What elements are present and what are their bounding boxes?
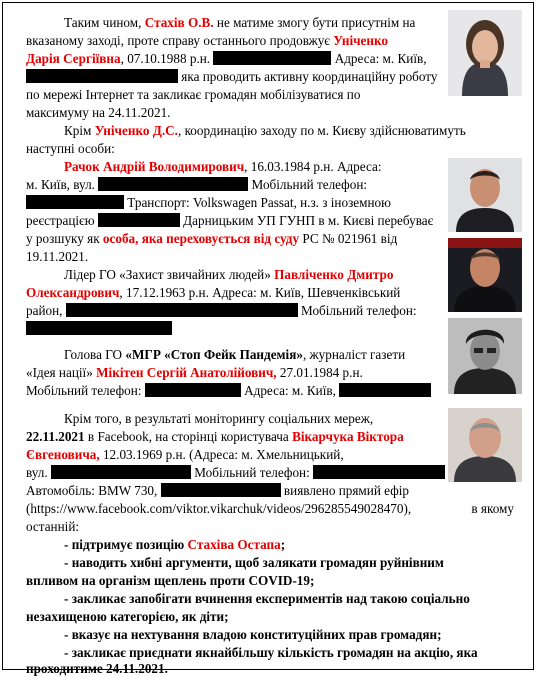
p1-line-5: по мережі Інтернет та закликає громадян мобілізуватися по bbox=[26, 87, 361, 102]
bullet-4: - вказує на нехтування владою конституційних прав громадян; bbox=[64, 627, 442, 642]
p1-line-1: Таким чином, Стахів О.В. не матиме змогу бути присутнім на bbox=[64, 15, 416, 30]
bullet-3-line-2: незахищеною категорією, як діти; bbox=[26, 609, 229, 624]
highlight-name: Рачок Андрій Володимирович bbox=[64, 159, 245, 174]
portrait-man-1-photo bbox=[448, 158, 522, 232]
facebook-video-url: (https://www.facebook.com/viktor.vikarchuk/videos/296285549028470), bbox=[26, 501, 412, 516]
p1-line-3: Дарія Сергіївна, 07.10.1988 р.н. Адреса: м. Київ, bbox=[26, 51, 427, 66]
p4-line-3: район, Мобільний телефон: bbox=[26, 303, 417, 318]
portrait-man-4-icon bbox=[448, 408, 522, 482]
highlight-name: Стахів О.В. bbox=[144, 15, 214, 30]
p3-line-2: м. Київ, вул. Мобільний телефон: bbox=[26, 177, 368, 192]
portrait-man-1-icon bbox=[448, 158, 522, 232]
portrait-woman-icon bbox=[448, 10, 522, 96]
redaction-block bbox=[26, 195, 124, 209]
portrait-woman-photo bbox=[448, 10, 522, 96]
portrait-man-3-icon bbox=[448, 318, 522, 394]
redaction-block bbox=[98, 177, 248, 191]
p4-line-1: Лідер ГО «Захист звичайних людей» Павліченко Дмитро bbox=[64, 267, 394, 282]
p1-line-6: максимуму на 24.11.2021. bbox=[26, 105, 171, 120]
redaction-block bbox=[98, 213, 180, 227]
wanted-status: особа, яка переховується від суду bbox=[102, 231, 300, 246]
p4-line-2: Олександрович, 17.12.1963 р.н. Адреса: м. Київ, Шевченківський bbox=[26, 285, 401, 300]
bullet-3-line-1: - закликає запобігати вчинення експериментів над такою соціально bbox=[64, 591, 470, 606]
p3-line-6: 19.11.2021. bbox=[26, 249, 89, 264]
highlight-name: Олександрович bbox=[26, 285, 120, 300]
p3-line-4: реєстрацією Дарницьким УП ГУНП в м. Києві перебуває bbox=[26, 213, 434, 228]
redaction-block bbox=[339, 383, 431, 397]
p1-line-4: яка проводить активну координаційну роботу bbox=[26, 68, 444, 85]
p5-line-1: Голова ГО «МГР «Стоп Фейк Пандемія», журналіст газети bbox=[64, 347, 406, 362]
p6-line-1: Крім того, в результаті моніторингу соціальних мереж, bbox=[64, 411, 374, 426]
p6-line-2: 22.11.2021 в Facebook, на сторінці користувача Вікарчука Віктора bbox=[26, 429, 404, 444]
p6-line-4: вул. Мобільний телефон: bbox=[26, 464, 514, 481]
p3-line-5: у розшуку як особа, яка переховується від суду РС № 021961 від bbox=[26, 231, 398, 246]
p3-line-3: Транспорт: Volkswagen Passat, н.з. з іноземною bbox=[26, 194, 444, 211]
p2-line-2: наступні особи: bbox=[26, 141, 115, 156]
highlight-name: Уніченко Д.С. bbox=[94, 123, 178, 138]
p1-line-2: вказаному заході, проте справу останнього продовжує Уніченко bbox=[26, 33, 389, 48]
portrait-man-2-photo bbox=[448, 238, 522, 312]
bullet-2-line-2: впливом на організм щеплень проти COVID-19; bbox=[26, 573, 315, 588]
p2-line-1: Крім Уніченко Д.С., координацію заходу по м. Києву здійснюватимуть bbox=[64, 123, 466, 138]
event-date: 22.11.2021 bbox=[26, 429, 85, 444]
highlight-name: Євгеновича, bbox=[26, 447, 100, 462]
redaction-block bbox=[313, 465, 445, 479]
bullet-5-line-1: - закликає приєднати якнайбільшу кількість громадян на акцію, яка bbox=[64, 645, 478, 660]
redaction-block bbox=[161, 483, 281, 497]
redaction-block bbox=[26, 69, 178, 83]
highlight-name: Мікітен Сергій Анатолійович, bbox=[96, 365, 277, 380]
redaction-block bbox=[51, 465, 191, 479]
p3-line-1: Рачок Андрій Володимирович, 16.03.1984 р.н. Адреса: bbox=[64, 159, 382, 174]
p6-line-7: останній: bbox=[26, 519, 80, 534]
redaction-block bbox=[145, 383, 241, 397]
redaction-block bbox=[213, 51, 331, 65]
p6-line-5: Автомобіль: BMW 730, виявлено прямий ефір bbox=[26, 483, 409, 498]
redaction-block bbox=[26, 321, 172, 335]
bullet-2-line-1: - наводить хибні аргументи, щоб залякати громадян руйнівним bbox=[64, 555, 444, 570]
portrait-man-4-photo bbox=[448, 408, 522, 482]
highlight-name: Уніченко bbox=[333, 33, 389, 48]
portrait-man-2-icon bbox=[448, 238, 522, 312]
redaction-block bbox=[66, 303, 298, 317]
bullet-5-line-2: проходитиме 24.11.2021. bbox=[26, 661, 168, 676]
p6-line-6: (https://www.facebook.com/viktor.vikarchuk/videos/296285549028470), в якому bbox=[26, 501, 514, 516]
p5-line-3: Мобільний телефон: Адреса: м. Київ, bbox=[26, 382, 444, 399]
highlight-name: Вікарчука Віктора bbox=[292, 429, 404, 444]
bullet-1: - підтримує позицію Стахіва Остапа; bbox=[64, 537, 286, 552]
p5-line-2: «Ідея нації» Мікітен Сергій Анатолійович, 27.01.1984 р.н. bbox=[26, 365, 363, 380]
highlight-name: Дарія Сергіївна bbox=[26, 51, 121, 66]
p4-line-4 bbox=[26, 320, 172, 337]
highlight-name: Стахіва Остапа bbox=[187, 537, 281, 552]
portrait-man-3-photo bbox=[448, 318, 522, 394]
highlight-name: Павліченко Дмитро bbox=[274, 267, 394, 282]
p6-line-3: Євгеновича, 12.03.1969 р.н. (Адреса: м. Хмельницький, bbox=[26, 447, 344, 462]
